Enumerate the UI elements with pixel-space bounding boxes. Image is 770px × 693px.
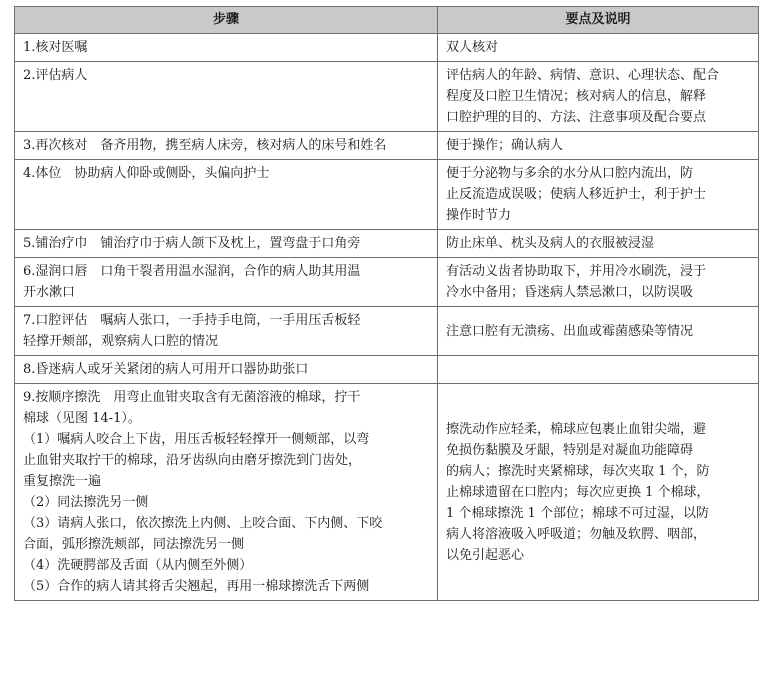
note-line: 1 个棉球擦洗 1 个部位；棉球不可过湿，以防 xyxy=(446,505,709,521)
step-cell xyxy=(15,230,438,258)
header-step: 步骤 xyxy=(15,7,438,34)
step-line: （3）请病人张口，依次擦洗上内侧、上咬合面、下内侧、下咬 xyxy=(23,516,383,531)
step-cell xyxy=(15,258,438,307)
step-line: 棉球（见图 14-1）。 xyxy=(23,411,141,426)
note-cell xyxy=(438,160,759,230)
table-header-row xyxy=(15,7,759,34)
step-cell xyxy=(15,307,438,356)
table-row xyxy=(15,384,759,601)
note-line: 评估病人的年龄、病情、意识、心理状态、配合 xyxy=(446,68,720,83)
note-line: 注意口腔有无溃疡、出血或霉菌感染等情况 xyxy=(446,323,694,339)
procedure-table xyxy=(14,6,759,601)
step-line: 开水漱口 xyxy=(23,285,76,300)
step-cell xyxy=(15,160,438,230)
table-row xyxy=(15,62,759,132)
note-line: 止棉球遗留在口腔内；每次应更换 1 个棉球， xyxy=(446,484,710,500)
step-line: 7.口腔评估 嘱病人张口，一手持手电筒，一手用压舌板轻 xyxy=(23,313,361,328)
step-line: 8.昏迷病人或牙关紧闭的病人可用开口器协助张口 xyxy=(23,362,309,377)
table-row xyxy=(15,132,759,160)
step-cell xyxy=(15,356,438,384)
note-line: 口腔护理的目的、方法、注意事项及配合要点 xyxy=(446,110,707,125)
step-cell xyxy=(15,132,438,160)
step-line: 重复擦洗一遍 xyxy=(23,474,102,489)
table-row xyxy=(15,356,759,384)
step-line: 2.评估病人 xyxy=(23,68,88,83)
note-line: 防止床单、枕头及病人的衣服被浸湿 xyxy=(446,236,655,251)
note-cell xyxy=(438,132,759,160)
note-line: 操作时节力 xyxy=(446,208,512,223)
step-line: （2）同法擦洗另一侧 xyxy=(23,495,149,510)
table-row xyxy=(15,160,759,230)
table-row xyxy=(15,34,759,62)
note-cell xyxy=(438,356,759,384)
note-line: 便于分泌物与多余的水分从口腔内流出，防 xyxy=(446,166,694,181)
step-cell xyxy=(15,34,438,62)
note-line: 以免引起恶心 xyxy=(446,547,525,563)
step-line: 3.再次核对 备齐用物，携至病人床旁，核对病人的床号和姓名 xyxy=(23,138,387,153)
table-row xyxy=(15,258,759,307)
step-line: 1.核对医嘱 xyxy=(23,40,88,55)
step-line: 6.湿润口唇 口角干裂者用温水湿润，合作的病人助其用温 xyxy=(23,264,361,279)
step-cell xyxy=(15,62,438,132)
step-line: （1）嘱病人咬合上下齿，用压舌板轻轻撑开一侧颊部，以弯 xyxy=(23,432,370,447)
procedure-table-container xyxy=(14,6,758,601)
table-row xyxy=(15,307,759,356)
note-cell xyxy=(438,307,759,356)
note-cell xyxy=(438,384,759,601)
note-line: 双人核对 xyxy=(446,40,499,55)
note-line: 冷水中备用；昏迷病人禁忌漱口，以防误吸 xyxy=(446,285,694,300)
step-line: 合面，弧形擦洗颊部，同法擦洗另一侧 xyxy=(23,537,245,552)
step-line: 止血钳夹取拧干的棉球，沿牙齿纵向由磨牙擦洗到门齿处， xyxy=(23,453,362,468)
note-line: 有活动义齿者协助取下，并用冷水刷洗，浸于 xyxy=(446,264,707,279)
note-cell xyxy=(438,258,759,307)
step-cell xyxy=(15,384,438,601)
step-line: 9.按顺序擦洗 用弯止血钳夹取含有无菌溶液的棉球，拧干 xyxy=(23,390,361,405)
note-cell xyxy=(438,62,759,132)
note-cell xyxy=(438,34,759,62)
note-line: 止反流造成误吸；使病人移近护士，利于护士 xyxy=(446,187,707,202)
note-line: 免损伤黏膜及牙龈，特别是对凝血功能障碍 xyxy=(446,442,694,458)
note-line: 程度及口腔卫生情况；核对病人的信息，解释 xyxy=(446,89,707,104)
note-line: 病人将溶液吸入呼吸道；勿触及软腭、咽部， xyxy=(446,526,707,542)
step-line: 轻撑开颊部，观察病人口腔的情况 xyxy=(23,334,219,349)
step-line: 4.体位 协助病人仰卧或侧卧，头偏向护士 xyxy=(23,166,270,181)
header-note: 要点及说明 xyxy=(438,7,759,34)
step-line: （5）合作的病人请其将舌尖翘起，再用一棉球擦洗舌下两侧 xyxy=(23,579,370,594)
note-line: 的病人；擦洗时夹紧棉球，每次夹取 1 个，防 xyxy=(446,463,710,479)
note-line: 便于操作；确认病人 xyxy=(446,138,564,153)
step-line: 5.铺治疗巾 铺治疗巾于病人颌下及枕上，置弯盘于口角旁 xyxy=(23,236,361,251)
step-line: （4）洗硬腭部及舌面（从内侧至外侧） xyxy=(23,558,253,573)
table-body xyxy=(15,34,759,601)
note-line: 擦洗动作应轻柔，棉球应包裹止血钳尖端，避 xyxy=(446,421,707,437)
table-row xyxy=(15,230,759,258)
note-cell xyxy=(438,230,759,258)
